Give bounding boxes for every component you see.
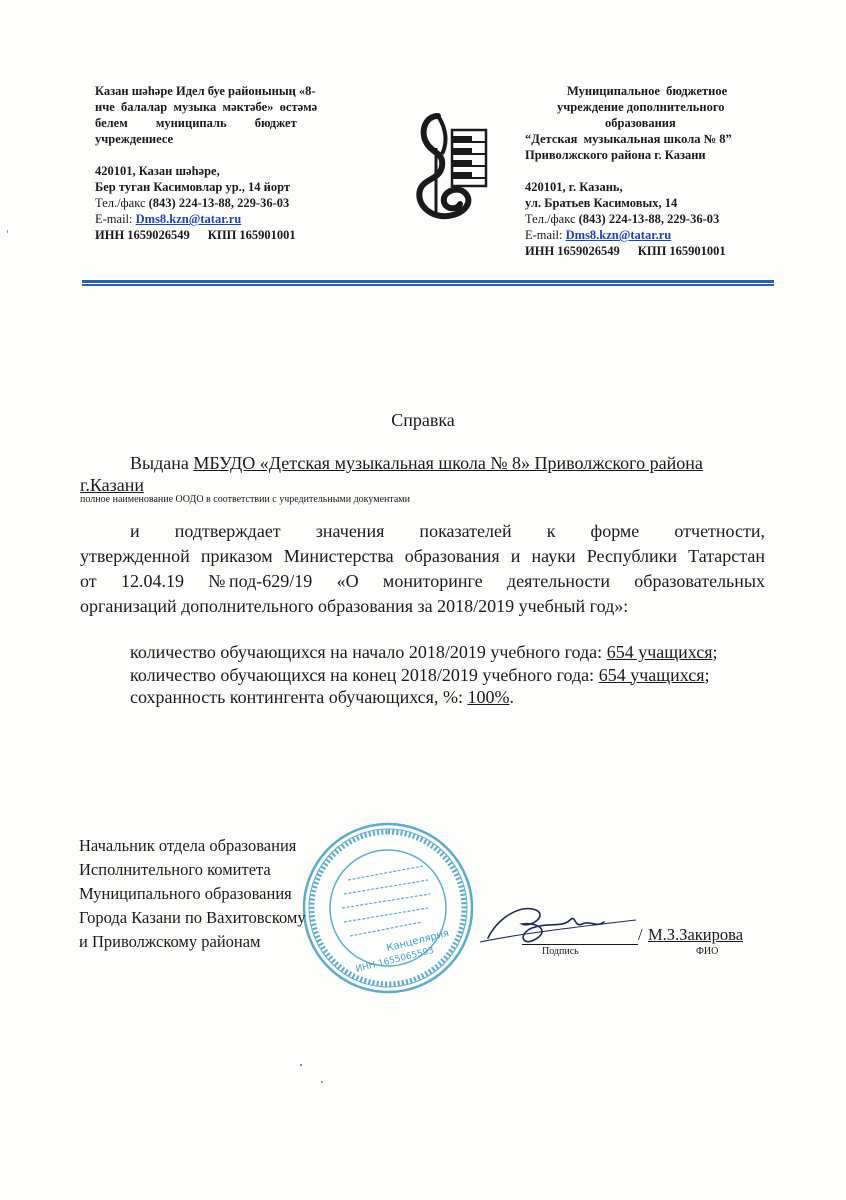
org-name-tatar-line4: учреждениесе — [95, 132, 174, 146]
postal-ru: 420101, г. Казань, — [525, 180, 623, 194]
inn-ru: ИНН 1659026549 — [525, 244, 620, 258]
issued-to-org: МБУДО «Детская музыкальная школа № 8» Приволжского района — [193, 453, 703, 473]
scan-speck — [321, 1081, 323, 1083]
paragraph-line4: организаций дополнительного образования за 2018/2019 учебный год»: — [80, 596, 629, 616]
kpp-ru: КПП 165901001 — [637, 244, 726, 258]
issued-to-line2: г.Казани — [80, 475, 144, 495]
piano-keys-icon — [452, 130, 486, 186]
kpp-tatar: КПП 165901001 — [207, 228, 296, 242]
document-title: Справка — [391, 410, 455, 430]
issued-note: полное наименование ООДО в соответствии с учредительными документами — [80, 494, 410, 505]
stat-row-start — [130, 641, 790, 664]
org-name-ru-line1: Муниципальное бюджетное — [567, 84, 728, 98]
signatory-position — [79, 834, 306, 954]
email-label-ru: E-mail: — [525, 228, 566, 242]
name-caption: ФИО — [696, 946, 719, 957]
stat-end: ; — [704, 664, 710, 685]
email-link-tatar[interactable]: Dms8.kzn@tatar.ru — [135, 212, 242, 226]
signatory-name: М.З.Закирова — [648, 925, 744, 944]
position-line2: Исполнительного комитета — [79, 860, 271, 879]
stat-label: количество обучающихся на конец 2018/2019 учебного года: — [130, 664, 599, 685]
street-ru: ул. Братьев Касимовых, 14 — [525, 196, 678, 210]
postal-tatar: 420101, Казан шәһәре, — [95, 164, 220, 178]
signature-line — [522, 944, 638, 945]
org-name-ru-line2: учреждение дополнительного — [557, 100, 725, 114]
position-line3: Муниципального образования — [79, 884, 292, 903]
scan-speck — [300, 1064, 302, 1066]
stat-row-retention — [130, 686, 790, 709]
position-line4: Города Казани по Вахитовскому — [79, 908, 306, 927]
issued-prefix: Выдана — [130, 453, 194, 473]
position-line5: и Приволжскому районам — [79, 932, 261, 951]
email-label-tatar: E-mail: — [95, 212, 136, 226]
inn-tatar: ИНН 1659026549 — [95, 228, 190, 242]
scan-speck — [7, 230, 8, 233]
stat-row-end — [130, 664, 790, 687]
stat-end: ; — [712, 642, 718, 662]
paragraph-line3: от 12.04.19 №под-629/19 «О мониторинге деятельности образовательных — [80, 571, 765, 591]
main-paragraph — [80, 519, 765, 619]
stat-label: сохранность контингента обучающихся, %: — [130, 687, 468, 707]
stat-value: 654 учащихся — [598, 664, 705, 685]
official-stamp — [298, 818, 478, 998]
phone-tatar: (843) 224-13-88, 229-36-03 — [148, 196, 290, 210]
issued-to-line1 — [130, 451, 703, 476]
stamp-inn: ИНН 1655065593 — [354, 945, 436, 975]
paragraph-line2: утвержденной приказом Министерства образования и науки Республики Татарстан — [80, 546, 765, 566]
org-name-tatar-line3: белем муниципаль бюджет — [95, 116, 297, 130]
stats-list — [130, 641, 790, 709]
street-tatar: Бер туган Касимовлар ур., 14 йорт — [95, 180, 291, 194]
position-line1: Начальник отдела образования — [79, 836, 297, 855]
stat-label: количество обучающихся на начало 2018/2019 учебного года: — [130, 642, 607, 662]
signature-caption: Подпись — [542, 946, 579, 957]
music-school-logo-icon — [408, 108, 504, 228]
phone-label-tatar: Тел./факс — [95, 196, 149, 210]
stat-value: 654 учащихся — [606, 642, 713, 662]
header-left-block — [95, 83, 360, 243]
signature-separator: / — [638, 925, 643, 944]
org-name-ru-line3: образования — [605, 116, 676, 130]
stat-value: 100% — [467, 687, 510, 707]
phone-label-ru: Тел./факс — [525, 212, 579, 226]
header-divider — [82, 280, 774, 287]
org-name-ru-line5: Приволжского района г. Казани — [525, 148, 706, 162]
paragraph-line1: и подтверждает значения показателей к форме отчетности, — [130, 521, 765, 541]
header-right-block — [525, 83, 785, 259]
org-name-tatar-line2: нче балалар музыка мәктәбе» өстәмә — [95, 100, 318, 114]
org-name-tatar-line1: Казан шәһәре Идел буе районының «8- — [95, 84, 316, 98]
stamp-word: Канцелярия — [385, 927, 451, 955]
phone-ru: (843) 224-13-88, 229-36-03 — [578, 212, 720, 226]
email-link-ru[interactable]: Dms8.kzn@tatar.ru — [565, 228, 672, 242]
org-name-ru-line4: “Детская музыкальная школа № 8” — [525, 132, 732, 146]
handwritten-signature — [478, 898, 638, 950]
stat-end: . — [509, 687, 514, 707]
